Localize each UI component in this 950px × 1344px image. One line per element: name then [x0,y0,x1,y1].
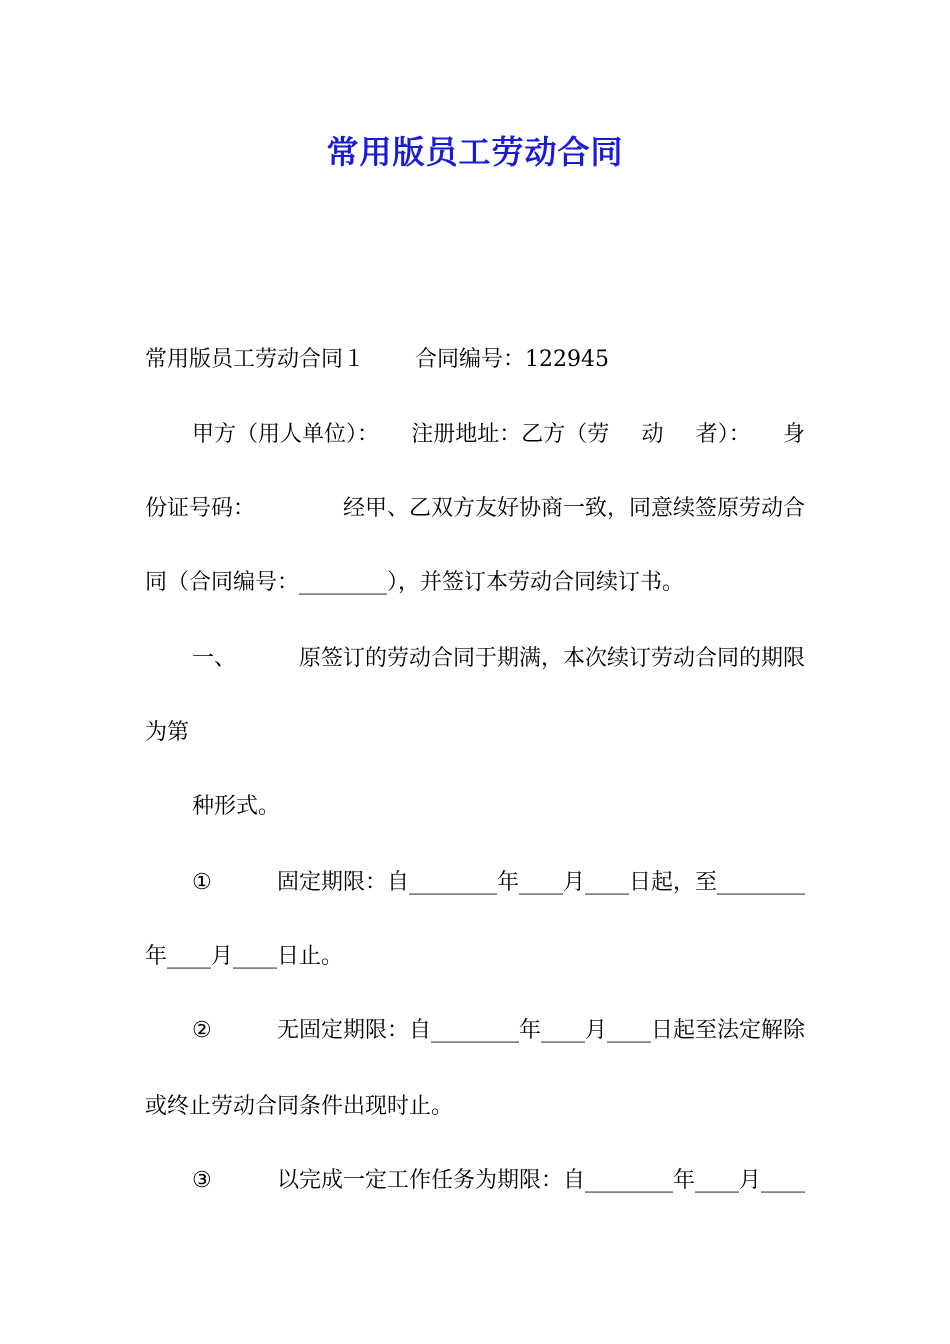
paragraph-line: 种形式。 [192,794,281,819]
text-fragment: 固定期限：自________年____月____日起，至________ [276,870,805,895]
option-marker: ③ [192,1168,212,1193]
paragraph-line [145,494,805,524]
text-fragment: 者）： [695,422,751,447]
paragraph-line: 年____月____日止。 [145,944,344,969]
contract-header-line [145,345,609,375]
text-fragment: 动 [641,422,664,447]
paragraph-line: 为第 [145,720,190,745]
text-fragment: 经甲、乙双方友好协商一致，同意续签原劳动合 [342,496,805,521]
text-fragment: 以完成一定工作任务为期限：自________年____月____ [276,1168,805,1193]
section-number: 一、 [192,646,237,671]
contract-name: 常用版员工劳动合同１ [145,347,366,372]
option-three-line [192,1166,805,1196]
text-fragment: 无固定期限：自________年____月____日起至法定解除 [276,1018,805,1043]
address-party-b-label: 注册地址：乙方（劳 [411,422,610,447]
paragraph-line [192,420,805,450]
paragraph-line: 或终止劳动合同条件出现时止。 [145,1094,454,1119]
text-fragment: 原签订的劳动合同于期满，本次续订劳动合同的期限 [298,646,805,671]
contract-number: 合同编号：122945 [415,347,609,372]
party-a-label: 甲方（用人单位）： [192,422,380,447]
text-fragment: 身 [782,422,805,447]
document-title: 常用版员工劳动合同 [326,133,624,171]
id-number-label: 份证号码： [145,496,256,521]
section-one-line [192,644,805,674]
option-marker: ② [192,1018,212,1043]
option-two-line [192,1016,805,1046]
option-marker: ① [192,870,212,895]
paragraph-line: 同（合同编号：________），并签订本劳动合同续订书。 [145,570,685,595]
option-one-line [192,868,805,898]
